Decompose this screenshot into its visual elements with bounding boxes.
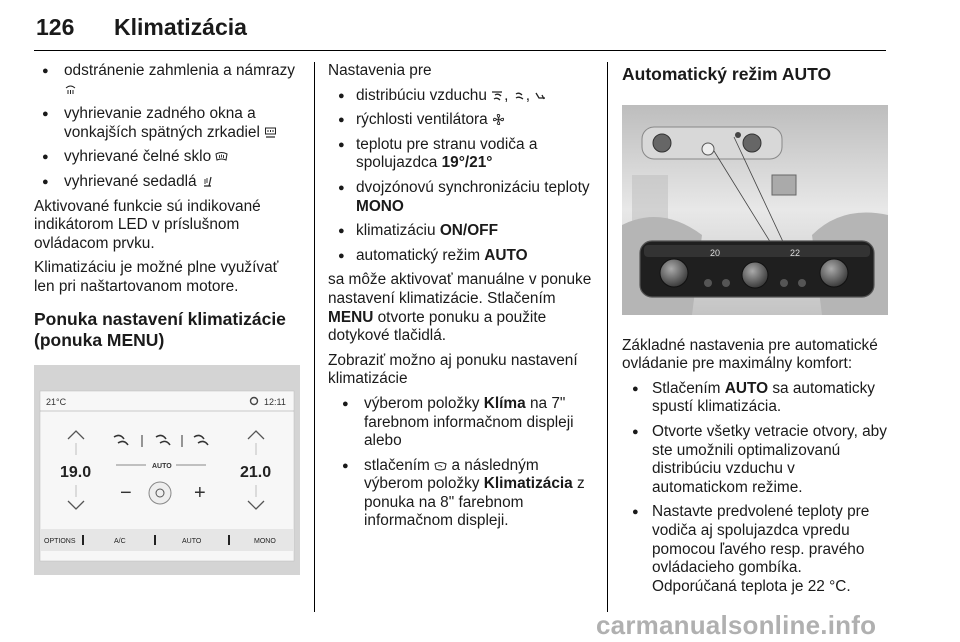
bold-value: AUTO xyxy=(724,379,769,397)
page-header xyxy=(34,0,886,51)
right-temp-knob[interactable] xyxy=(820,259,848,287)
list-item xyxy=(328,111,594,130)
list-item xyxy=(328,87,594,106)
list-item xyxy=(34,173,300,192)
column-right xyxy=(622,62,888,602)
right-temp-value: 21.0 xyxy=(240,463,272,481)
column-middle xyxy=(328,62,594,537)
separator: , xyxy=(504,86,509,104)
windscreen-heating-icon xyxy=(215,150,228,163)
list-item-text: na 7" farebnom informačnom displeji alebo xyxy=(364,394,574,450)
list-item-text: dvojzónovú synchronizáciu teploty xyxy=(356,178,590,196)
bold-value: Klíma xyxy=(483,394,526,412)
section-heading: Automatický režim AUTO xyxy=(622,64,832,84)
air-distribution-windscreen-icon xyxy=(491,89,504,102)
list-item-text: klimatizáciu xyxy=(356,222,436,240)
list-item xyxy=(328,457,594,531)
left-temp-value: 19.0 xyxy=(60,463,92,481)
column-left xyxy=(34,62,300,580)
panel-left-temp: 20 xyxy=(710,248,721,258)
separator: , xyxy=(525,86,531,104)
bold-value: MONO xyxy=(356,197,404,215)
bold-value: ON/OFF xyxy=(439,222,498,240)
options-button[interactable]: OPTIONS xyxy=(44,537,76,545)
column-divider xyxy=(607,62,608,612)
section-heading: Ponuka nastavení klimatizácie (ponuka MENU) xyxy=(34,308,286,350)
screen-mode-label: AUTO xyxy=(152,462,172,470)
screen-clock: 12:11 xyxy=(264,396,286,407)
list-item xyxy=(328,222,594,241)
list-item-text: stlačením xyxy=(364,456,430,474)
left-temp-knob[interactable] xyxy=(660,259,688,287)
climate-menu-screen-figure xyxy=(34,365,300,575)
air-distribution-head-icon xyxy=(513,89,526,102)
paragraph xyxy=(328,271,594,345)
list-item-text: vyhrievanie zadného okna a vonkajších spätných zrkadiel xyxy=(64,105,260,141)
fan-increase-button[interactable]: + xyxy=(194,481,206,504)
list-item xyxy=(328,247,594,266)
fan-knob[interactable] xyxy=(742,262,768,288)
paragraph: Aktivované funkcie sú indikované indikátorom LED v príslušnom ovládacom prvku. xyxy=(34,197,261,252)
list-item xyxy=(622,380,888,417)
list-item-text: sa automaticky spustí klimatizácia. xyxy=(652,379,875,416)
bold-value: Klimatizácia xyxy=(483,475,573,493)
list-item xyxy=(34,148,300,167)
fan-decrease-button[interactable]: − xyxy=(120,481,132,504)
list-item-text: Stlačením xyxy=(652,379,721,397)
paragraph: Základné nastavenia pre automatické ovládanie pre maximálny komfort: xyxy=(622,336,878,373)
bold-value: 19°/21° xyxy=(441,154,493,172)
air-distribution-foot-icon xyxy=(534,89,547,102)
list-item-text: rýchlosti ventilátora xyxy=(356,111,488,129)
auto-button[interactable]: AUTO xyxy=(182,537,202,545)
seat-heating-icon xyxy=(201,175,214,188)
paragraph: Nastavenia pre xyxy=(328,62,432,79)
list-item-note: Odporúčaná teplota je 22 °C. xyxy=(652,577,851,595)
page-title: Klimatizácia xyxy=(114,14,247,40)
bold-value: MENU xyxy=(328,308,374,326)
screen-temp-unit: 21°C xyxy=(46,396,67,407)
rear-window-heating-icon xyxy=(264,126,277,139)
list-item xyxy=(622,423,888,497)
mono-button[interactable]: MONO xyxy=(254,537,276,545)
defrost-icon xyxy=(64,83,77,96)
list-item xyxy=(328,179,594,216)
paragraph-text: sa môže aktivovať manuálne v ponuke nastavení klimatizácie. Stlačením xyxy=(328,271,592,307)
paragraph: Zobraziť možno aj ponuku nastavení klimatizácie xyxy=(328,351,578,388)
panel-right-temp: 22 xyxy=(790,248,801,258)
list-item xyxy=(328,136,594,173)
column-divider xyxy=(314,62,315,612)
list-item-text: a následným výberom položky xyxy=(364,456,539,493)
climate-control-panel-figure xyxy=(622,105,888,315)
list-item-text: odstránenie zahmlenia a námrazy xyxy=(64,62,295,79)
fan-icon xyxy=(149,482,171,504)
list-item-text: vyhrievané sedadlá xyxy=(64,172,197,190)
list-item-text: Nastavte predvolené teploty pre vodiča aj spolujazdca vpredu pomocou ľavého resp. pravého ovládacieho gombíka. xyxy=(652,503,870,577)
list-item-text: Otvorte všetky vetracie otvory, aby ste umožnili optimalizovanú distribúciu vzduchu v automatickom režime. xyxy=(652,422,887,496)
list-item xyxy=(34,105,300,142)
paragraph: Klimatizáciu je možné plne využívať len pri naštartovanom motore. xyxy=(34,259,279,295)
bold-value: AUTO xyxy=(484,246,528,264)
ac-button[interactable]: A/C xyxy=(114,537,126,545)
sub-list xyxy=(328,395,594,531)
list-item-text: vyhrievané čelné sklo xyxy=(64,148,212,166)
watermark: carmanualsonline.info xyxy=(596,610,877,640)
list-item xyxy=(328,395,594,451)
page-number: 126 xyxy=(36,14,75,40)
climate-button-icon xyxy=(434,459,447,472)
list-item-text: z ponuka na 8" farebnom informačnom displeji. xyxy=(364,475,585,530)
list-item-text: automatický režim xyxy=(356,246,481,264)
list-item-text: výberom položky xyxy=(364,394,480,412)
list-item-text: distribúciu vzduchu xyxy=(356,86,487,104)
paragraph-text: otvorte ponuku a použite dotykové tlačidlá. xyxy=(328,308,547,345)
list-item xyxy=(34,62,300,99)
fan-speed-icon xyxy=(492,113,505,126)
list-item-text: teplotu pre stranu vodiča a spolujazdca xyxy=(356,135,538,172)
list-item xyxy=(622,503,888,596)
